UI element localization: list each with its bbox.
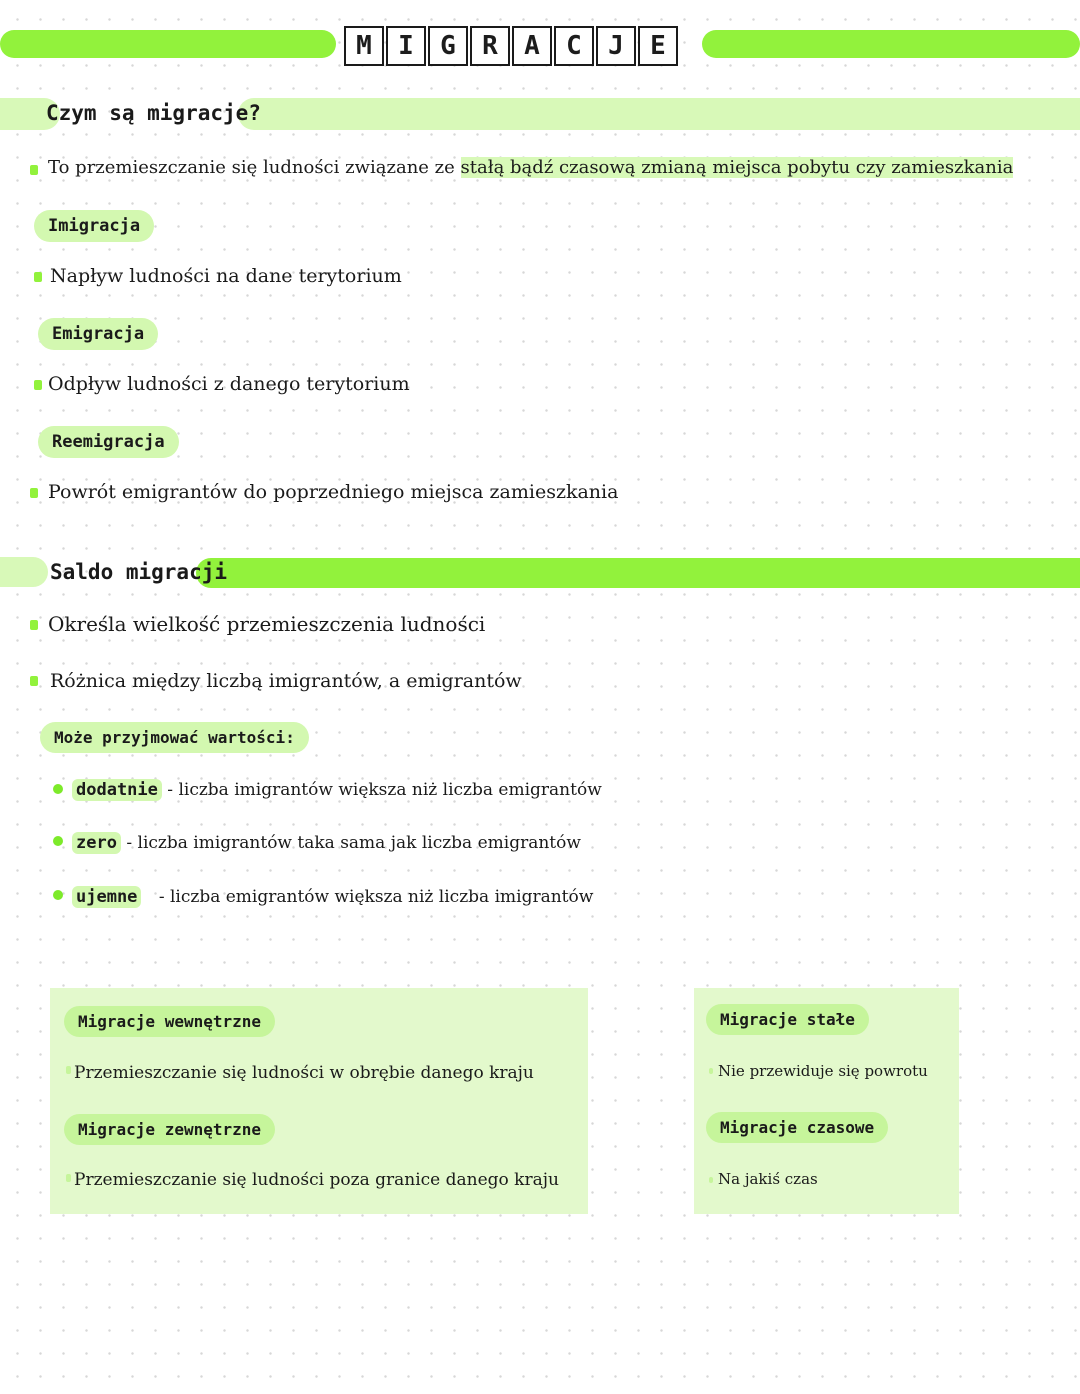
saldo-point: Określa wielkość przemieszczenia ludności bbox=[48, 612, 486, 636]
title-letter: M bbox=[344, 26, 384, 66]
value-row bbox=[72, 887, 593, 907]
term-emigracja: Emigracja bbox=[38, 318, 158, 350]
bullet-icon bbox=[30, 165, 38, 175]
value-row bbox=[72, 833, 581, 853]
term-reemigracja: Reemigracja bbox=[38, 426, 179, 458]
value-desc: - liczba imigrantów większa niż liczba emigrantów bbox=[167, 780, 602, 800]
section2-bar-left bbox=[0, 557, 48, 587]
term-desc: Powrót emigrantów do poprzedniego miejsca zamieszkania bbox=[48, 481, 619, 503]
box-right-desc: Nie przewiduje się powrotu bbox=[718, 1062, 928, 1080]
title-letter: C bbox=[554, 26, 594, 66]
value-desc: - liczba imigrantów taka sama jak liczba emigrantów bbox=[126, 833, 581, 853]
definition-highlight: stałą bądź czasową zmianą miejsca pobytu czy zamieszkania bbox=[460, 157, 1014, 178]
bullet-icon bbox=[66, 1174, 71, 1182]
box-left-desc: Przemieszczanie się ludności poza granice danego kraju bbox=[74, 1170, 559, 1190]
title-letter: E bbox=[638, 26, 678, 66]
bullet-icon bbox=[709, 1177, 713, 1183]
term-desc: Napływ ludności na dane terytorium bbox=[50, 265, 402, 287]
section2-bar-right bbox=[196, 558, 1080, 588]
bullet-icon bbox=[30, 676, 38, 686]
bullet-icon bbox=[66, 1066, 71, 1074]
bullet-icon bbox=[30, 620, 38, 630]
value-key: ujemne bbox=[72, 886, 141, 908]
definition-prefix: To przemieszczanie się ludności związane ze bbox=[48, 157, 461, 178]
term-desc: Odpływ ludności z danego terytorium bbox=[48, 373, 410, 395]
box-left-desc: Przemieszczanie się ludności w obrębie danego kraju bbox=[74, 1063, 534, 1083]
saldo-point: Różnica między liczbą imigrantów, a emigrantów bbox=[50, 670, 522, 692]
title-letter: R bbox=[470, 26, 510, 66]
section2-heading: Saldo migracji bbox=[50, 560, 228, 584]
title-bar-left bbox=[0, 30, 336, 58]
bullet-dot-icon bbox=[53, 784, 63, 794]
title-letter: J bbox=[596, 26, 636, 66]
bullet-icon bbox=[30, 488, 38, 498]
box-right-label: Migracje czasowe bbox=[706, 1112, 888, 1143]
title-letter: G bbox=[428, 26, 468, 66]
value-desc: - liczba emigrantów większa niż liczba imigrantów bbox=[158, 887, 594, 907]
bullet-icon bbox=[34, 272, 42, 282]
value-key: dodatnie bbox=[72, 779, 162, 801]
title-letter: A bbox=[512, 26, 552, 66]
page-title bbox=[344, 26, 678, 68]
term-imigracja: Imigracja bbox=[34, 210, 154, 242]
box-left-label: Migracje wewnętrzne bbox=[64, 1006, 275, 1037]
definition-text bbox=[48, 157, 1013, 178]
value-row bbox=[72, 780, 602, 800]
box-right-label: Migracje stałe bbox=[706, 1004, 869, 1035]
bullet-dot-icon bbox=[53, 890, 63, 900]
section1-bar-right bbox=[238, 98, 1080, 130]
values-label: Może przyjmować wartości: bbox=[40, 722, 309, 753]
title-letter: I bbox=[386, 26, 426, 66]
box-right-desc: Na jakiś czas bbox=[718, 1170, 818, 1188]
bullet-icon bbox=[34, 380, 42, 390]
bullet-dot-icon bbox=[53, 836, 63, 846]
box-left-label: Migracje zewnętrzne bbox=[64, 1114, 275, 1145]
section1-heading: Czym są migracje? bbox=[46, 101, 261, 125]
title-bar-right bbox=[702, 30, 1080, 58]
value-key: zero bbox=[72, 832, 121, 854]
bullet-icon bbox=[709, 1068, 713, 1074]
